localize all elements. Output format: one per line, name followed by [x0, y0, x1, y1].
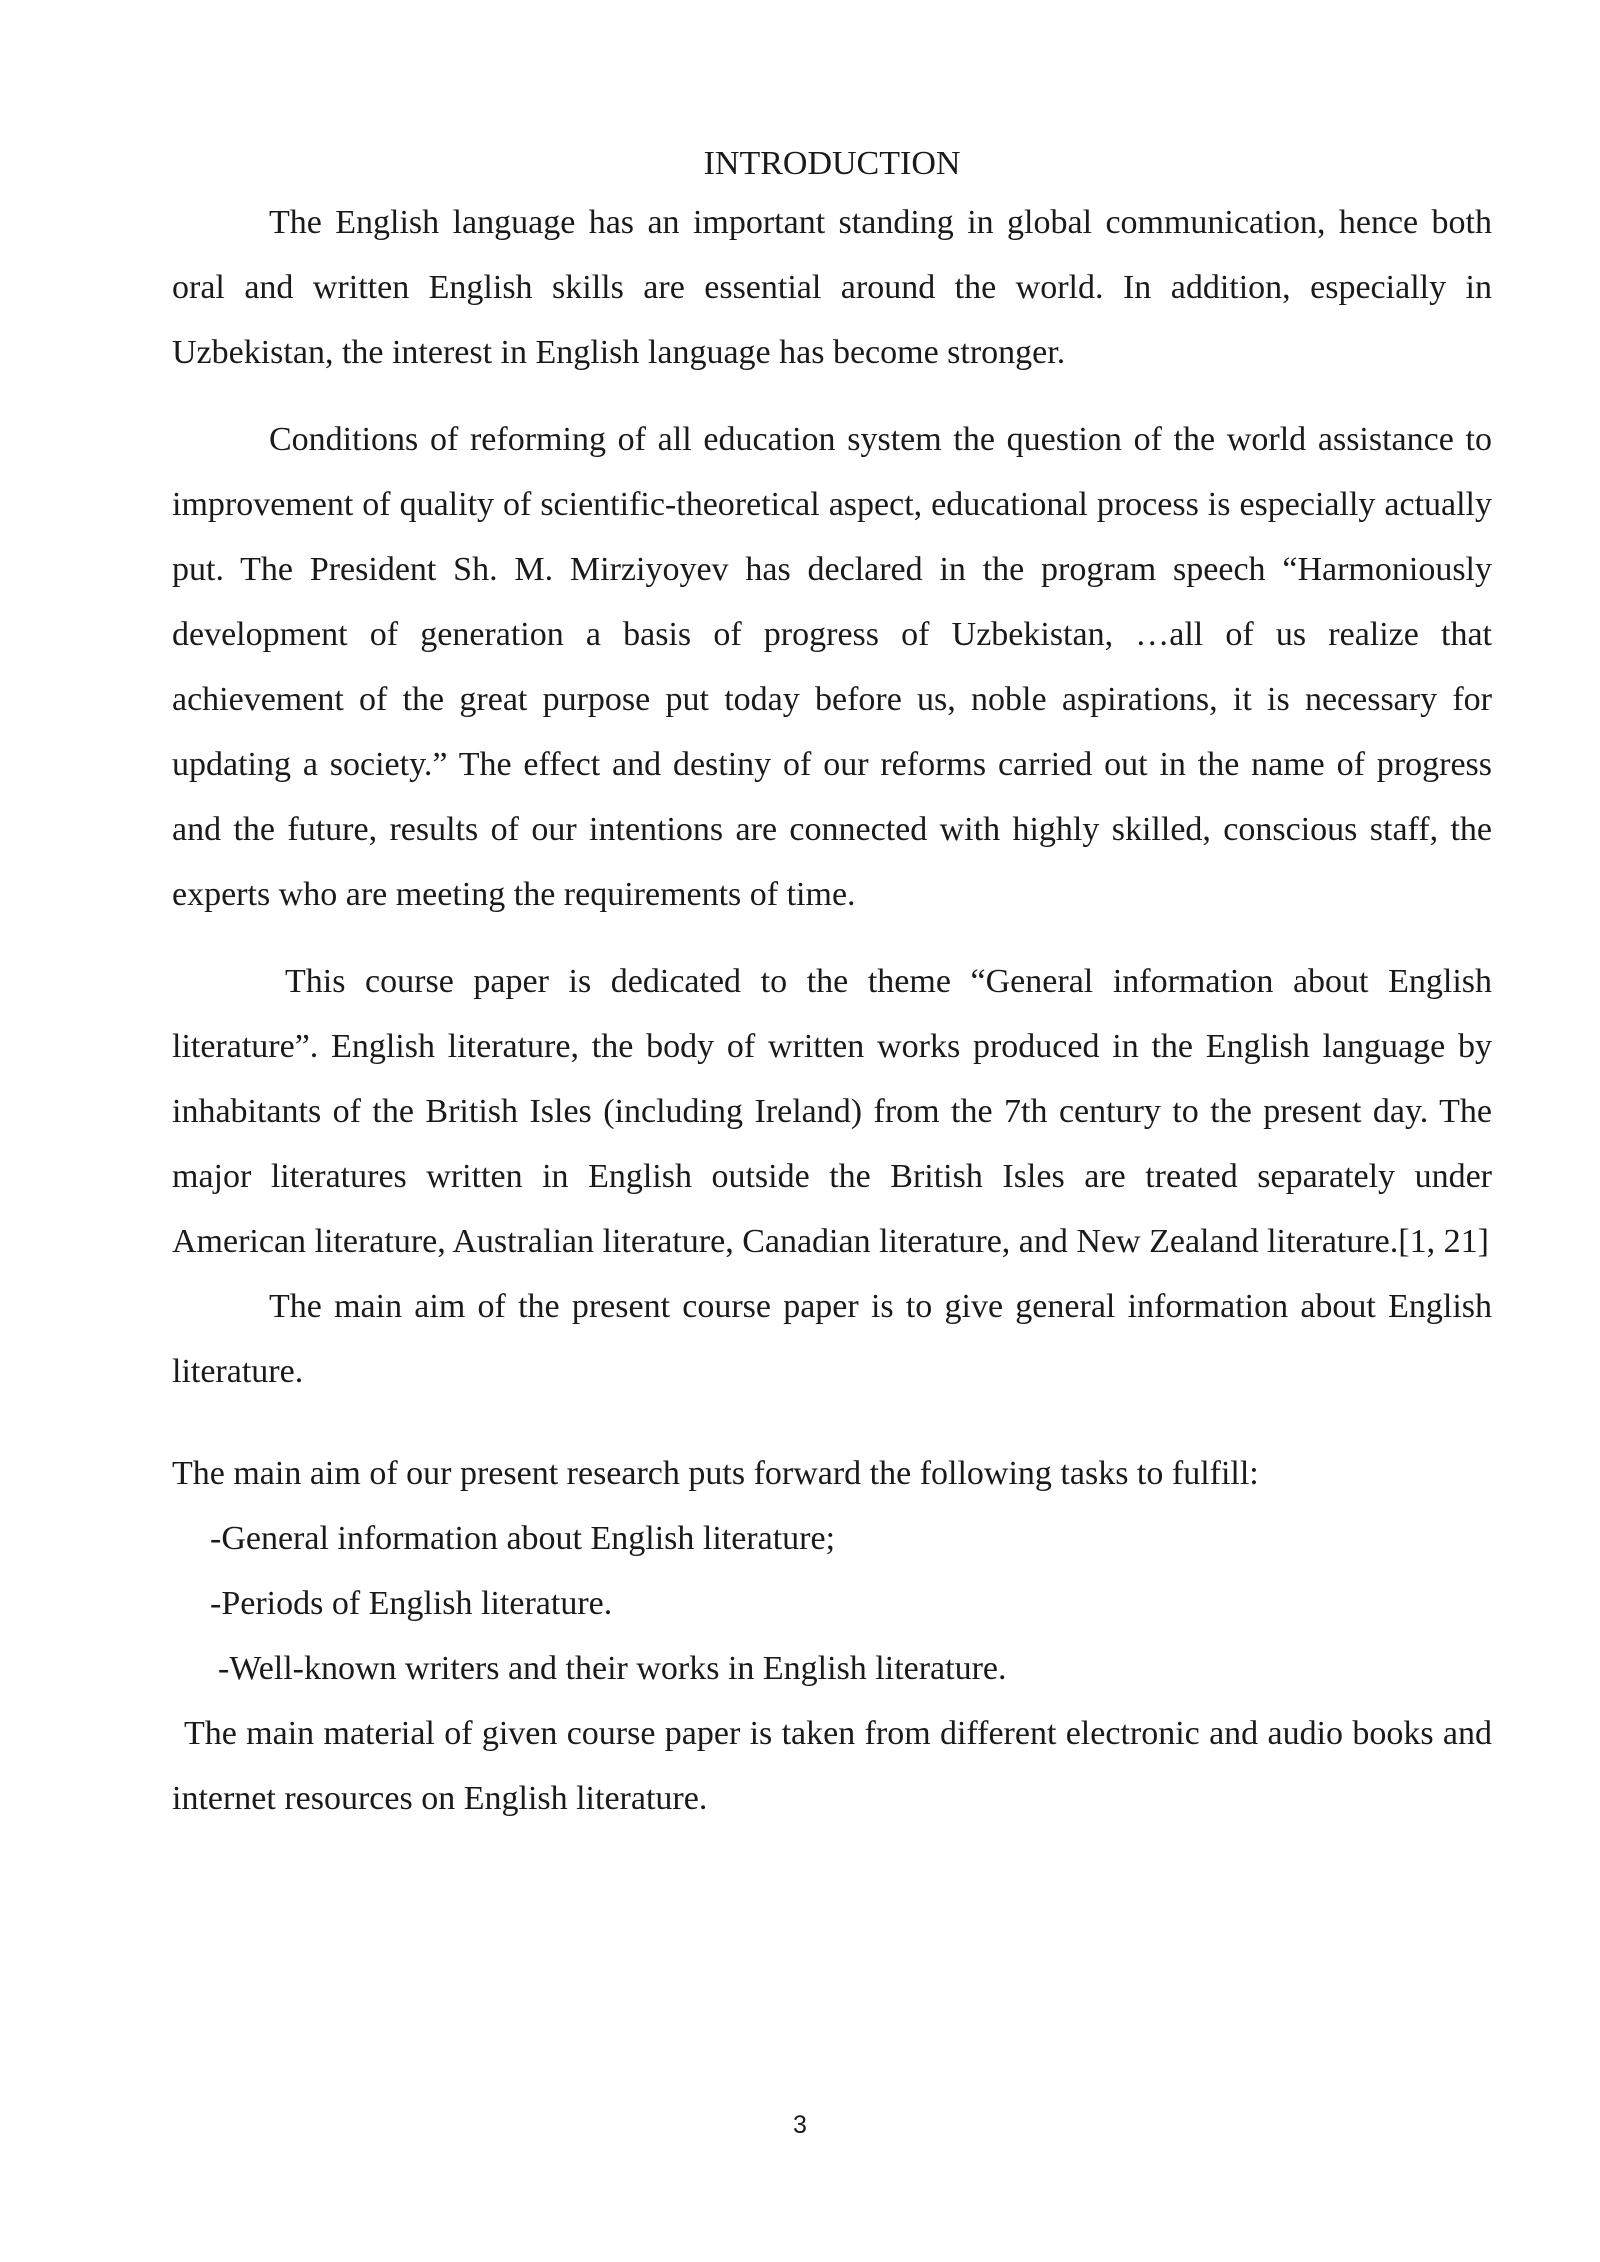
material-paragraph: The main material of given course paper is taken from different electronic and audio books and internet resources on English literature.: [172, 1715, 1492, 1817]
intro-paragraph-1: The English language has an important standing in global communication, hence both oral and written English skills are essential around the world. In addition, especially in Uzbekistan, the interest in English language has become stronger.: [172, 204, 1492, 371]
task-item-1: -General information about English literature;: [210, 1520, 836, 1557]
intro-paragraph-3: This course paper is dedicated to the theme “General information about English literature”. English literature, the body of written works produced in the English language by inhabitants of the British Isles (including Ireland) from the 7th century to the present day. The major literatures written in English outside the British Isles are treated separately under American literature, Australian literature, Canadian literature, and New Zealand literature.[1, 21]: [172, 963, 1492, 1260]
page-number: 3: [793, 2111, 807, 2139]
intro-paragraph-4: The main aim of the present course paper is to give general information about English literature.: [172, 1288, 1492, 1390]
intro-paragraph-2: Conditions of reforming of all education system the question of the world assistance to improvement of quality of scientific-theoretical aspect, educational process is especially actually put. The President Sh. M. Mirziyoyev has declared in the program speech “Harmoniously development of generation a basis of progress of Uzbekistan, …all of us realize that achievement of the great purpose put today before us, noble aspirations, it is necessary for updating a society.” The effect and destiny of our reforms carried out in the name of progress and the future, results of our intentions are connected with highly skilled, conscious staff, the experts who are meeting the requirements of time.: [172, 421, 1492, 913]
page-content: [172, 138, 1492, 1831]
task-item-2: -Periods of English literature.: [210, 1585, 613, 1622]
page-title: INTRODUCTION: [703, 145, 961, 182]
task-item-3: -Well-known writers and their works in English literature.: [218, 1650, 1007, 1687]
tasks-intro: The main aim of our present research puts forward the following tasks to fulfill:: [172, 1455, 1259, 1492]
